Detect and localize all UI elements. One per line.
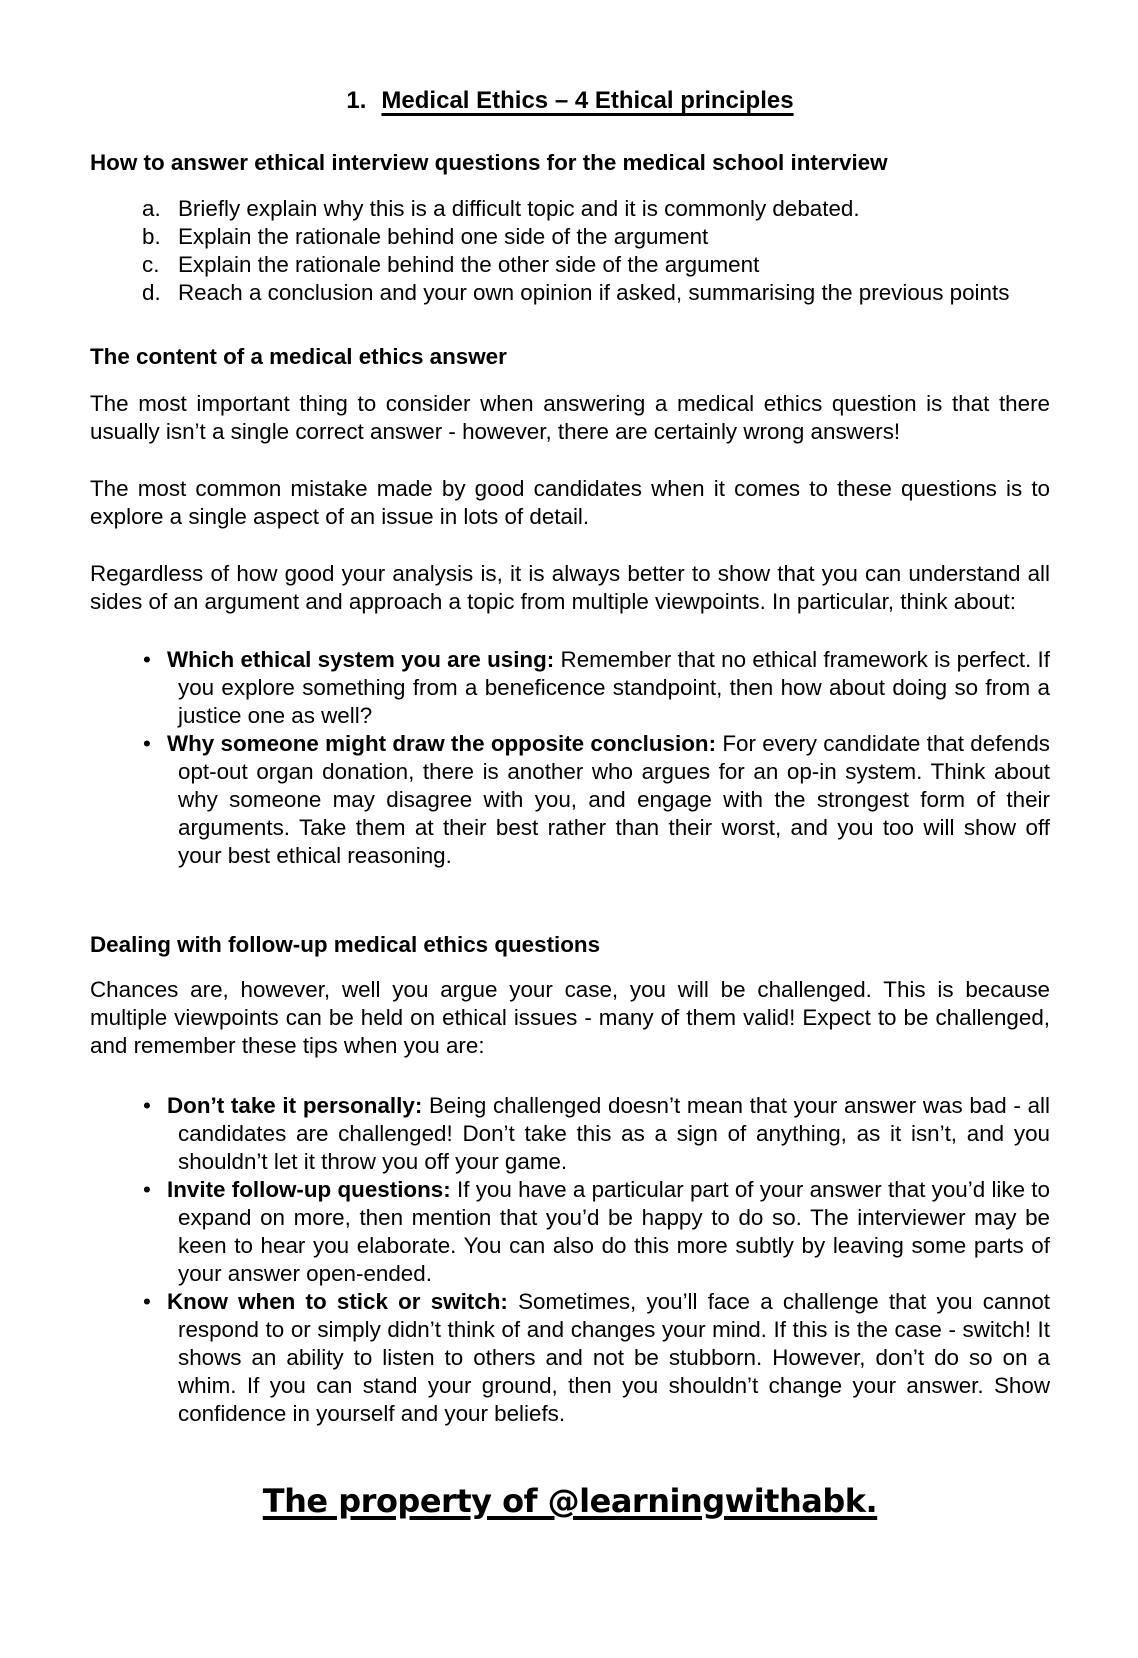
section-heading-followup: Dealing with follow-up medical ethics questions xyxy=(90,932,601,957)
list-item-text: Briefly explain why this is a difficult topic and it is commonly debated. xyxy=(178,196,860,221)
bullet-text: Sometimes, you’ll face a challenge that you cannot respond to or simply didn’t think of and changes your mind. If this is the case - switch! It shows an ability to listen to others and not be stubborn. However, don’t do so on a whim. If you can stand your ground, then you shouldn’t change your answer. Show confidence in yourself and your beliefs. xyxy=(178,1289,1050,1426)
list-item xyxy=(90,279,1050,307)
list-item-text: Explain the rationale behind the other side of the argument xyxy=(178,252,760,277)
bullet-lead: Don’t take it personally: xyxy=(167,1093,423,1118)
list-item xyxy=(90,251,1050,279)
list-item xyxy=(90,646,1050,730)
bullet-icon: • xyxy=(143,1289,151,1314)
title-number: 1. xyxy=(346,87,367,114)
bullet-icon: • xyxy=(143,1177,151,1202)
page-title xyxy=(90,87,1050,115)
list-item-text: Reach a conclusion and your own opinion if asked, summarising the previous points xyxy=(178,280,1010,305)
bullet-icon: • xyxy=(143,731,151,756)
list-marker: a. xyxy=(142,196,161,221)
section-heading-content: The content of a medical ethics answer xyxy=(90,344,507,369)
list-marker: c. xyxy=(142,252,160,277)
title-text: Medical Ethics – 4 Ethical principles xyxy=(381,87,794,114)
list-item xyxy=(90,1176,1050,1288)
bullet-text: Remember that no ethical framework is perfect. If you explore something from a beneficence standpoint, then how about doing so from a justice one as well? xyxy=(178,647,1050,728)
bullet-icon: • xyxy=(143,1093,151,1118)
bullet-icon: • xyxy=(143,647,151,672)
bullet-text: If you have a particular part of your answer that you’d like to expand on more, then mention that you’d be happy to do so. The interviewer may be keen to hear you elaborate. You can also do this more subtly by leaving some parts of your answer open-ended. xyxy=(178,1177,1050,1286)
paragraph: Chances are, however, well you argue your case, you will be challenged. This is because multiple viewpoints can be held on ethical issues - many of them valid! Expect to be challenged, and remember these tips when you are: xyxy=(90,977,1050,1058)
list-marker: b. xyxy=(142,224,161,249)
bullet-lead: Know when to stick or switch: xyxy=(167,1289,508,1314)
list-item xyxy=(90,223,1050,251)
section-heading-how-to-answer: How to answer ethical interview questions for the medical school interview xyxy=(90,150,888,175)
paragraph: Regardless of how good your analysis is, it is always better to show that you can understand all sides of an argument and approach a topic from multiple viewpoints. In particular, think about: xyxy=(90,561,1050,614)
list-item xyxy=(90,195,1050,223)
list-item xyxy=(90,1092,1050,1176)
list-item xyxy=(90,1288,1050,1428)
bullet-lead: Which ethical system you are using: xyxy=(167,647,555,672)
paragraph: The most important thing to consider when answering a medical ethics question is that there usually isn’t a single correct answer - however, there are certainly wrong answers! xyxy=(90,391,1050,444)
paragraph: The most common mistake made by good candidates when it comes to these questions is to explore a single aspect of an issue in lots of detail. xyxy=(90,476,1050,529)
bullet-lead: Why someone might draw the opposite conclusion: xyxy=(167,731,717,756)
list-marker: d. xyxy=(142,280,161,305)
list-item xyxy=(90,730,1050,870)
bullet-list xyxy=(90,646,1050,870)
bullet-text: For every candidate that defends opt-out organ donation, there is another who argues for an op-in system. Think about why someone may disagree with you, and engage with the strongest form of their arguments. Take them at their best rather than their worst, and you too will show off your best ethical reasoning. xyxy=(178,731,1050,868)
bullet-text: Being challenged doesn’t mean that your answer was bad - all candidates are challenged! Don’t take this as a sign of anything, as it isn’t, and you shouldn’t let it throw you off your game. xyxy=(178,1093,1050,1174)
bullet-list xyxy=(90,1092,1050,1428)
lettered-list xyxy=(90,195,1050,307)
list-item-text: Explain the rationale behind one side of the argument xyxy=(178,224,709,249)
footer-credit: The property of @learningwithabk. xyxy=(262,1482,878,1520)
bullet-lead: Invite follow-up questions: xyxy=(167,1177,451,1202)
